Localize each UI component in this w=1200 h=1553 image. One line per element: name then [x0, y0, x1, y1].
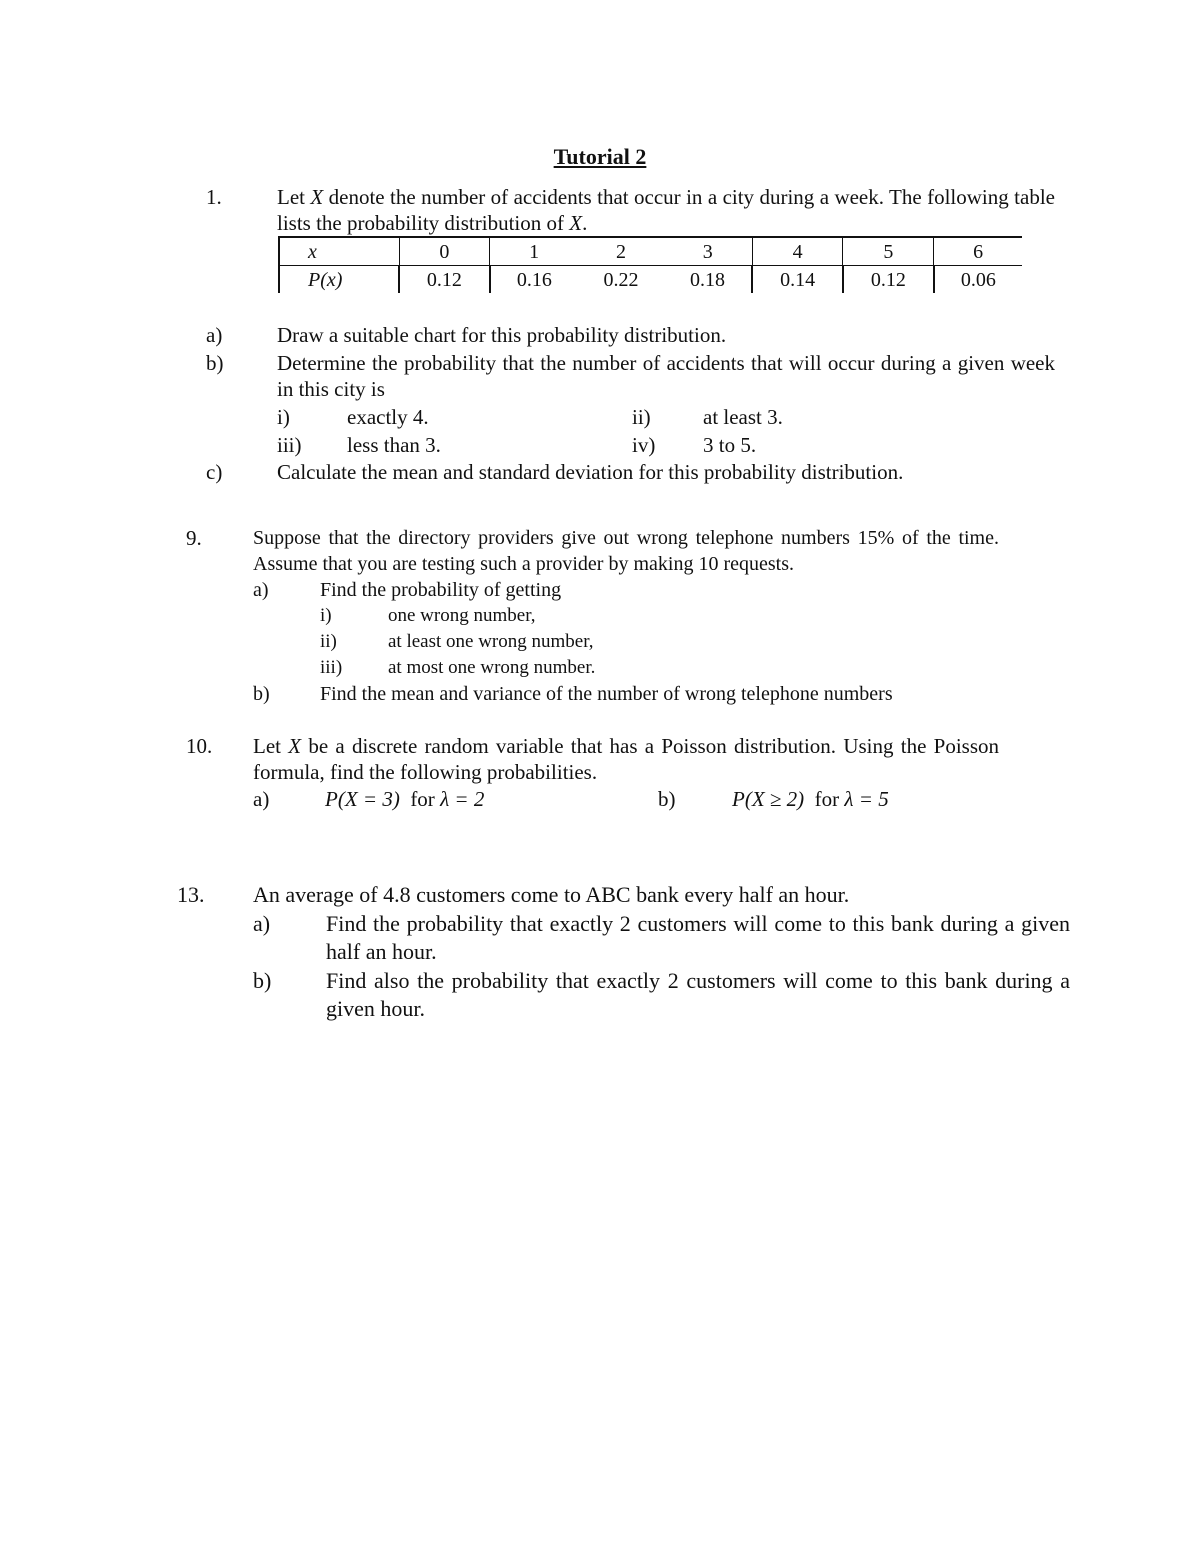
q10-a-lambda: λ = 2 [440, 787, 485, 811]
question-13-text: An average of 4.8 customers come to ABC bank every half an hour. [253, 882, 850, 907]
q9-b-text: Find the mean and variance of the number of wrong telephone numbers [320, 683, 893, 705]
table-cell-x: 3 [664, 237, 752, 266]
q1-b-iv-label: iv) [632, 433, 656, 457]
q13-a-label: a) [253, 911, 271, 936]
question-10-text-part2: be a discrete random variable that has a Poisson distribution. Using the Poisson formula, find the following probabilities. [253, 734, 1000, 784]
page-title: Tutorial 2 [553, 144, 647, 169]
table-header-p: P(x) [279, 266, 399, 294]
table-cell-p: 0.14 [752, 266, 843, 294]
q10-b-expr [732, 786, 889, 812]
q1-c-label: c) [206, 460, 223, 484]
q1-b-i-label: i) [277, 405, 290, 429]
question-1-text-part2: denote the number of accidents that occur in a city during a week. The following table lists the probability distribution of [277, 185, 1055, 235]
table-row-x [279, 237, 1022, 266]
question-10-text-part1: Let [253, 734, 289, 758]
table-cell-p: 0.16 [490, 266, 578, 294]
question-1-text [277, 184, 1055, 236]
question-13-number: 13. [177, 882, 205, 907]
q10-b-label: b) [658, 787, 676, 811]
question-1-var-x: X [310, 185, 324, 209]
q9-a-iii-text: at most one wrong number. [388, 657, 596, 678]
q9-a-ii-text: at least one wrong number, [388, 631, 594, 652]
question-1-text-part3: . [582, 211, 588, 235]
q10-b-expression: P(X ≥ 2) [732, 787, 805, 811]
table-cell-p: 0.12 [843, 266, 934, 294]
q9-a-i-text: one wrong number, [388, 605, 536, 626]
question-10-text [253, 733, 999, 785]
q10-a-label: a) [253, 787, 270, 811]
q10-a-for: for [410, 787, 435, 811]
question-10-number: 10. [186, 734, 213, 758]
q1-b-iii-text: less than 3. [347, 433, 441, 457]
question-9-text: Suppose that the directory providers give out wrong telephone numbers 15% of the time. Assume that you are testing such a provider by making 10 requests. [253, 527, 999, 575]
table-cell-x: 2 [578, 237, 664, 266]
q10-a-expr [325, 786, 484, 812]
q9-a-iii-label: iii) [320, 657, 343, 678]
q9-a-i-label: i) [320, 605, 332, 626]
q1-c-text: Calculate the mean and standard deviation for this probability distribution. [277, 460, 904, 484]
table-cell-p: 0.22 [603, 268, 639, 291]
q1-b-text: Determine the probability that the number of accidents that will occur during a given week in this city is [277, 351, 1055, 401]
q10-b-for: for [814, 787, 840, 811]
q1-b-iii-label: iii) [277, 433, 302, 457]
q9-a-text: Find the probability of getting [320, 579, 562, 601]
table-cell-p: 0.06 [934, 266, 1022, 294]
table-cell-x: 4 [752, 237, 843, 266]
q10-a-expression: P(X = 3) [325, 787, 400, 811]
q13-a-text: Find the probability that exactly 2 customers will come to this bank during a given half an hour. [326, 911, 1070, 964]
question-9-number: 9. [186, 526, 202, 550]
probability-distribution-table [278, 236, 1022, 293]
table-header-x: x [279, 237, 399, 266]
q1-a-label: a) [206, 323, 223, 347]
table-cell-p: 0.12 [399, 266, 490, 294]
question-10-var-x: X [288, 734, 302, 758]
q1-b-ii-text: at least 3. [703, 405, 783, 429]
table-cell-x: 5 [843, 237, 934, 266]
q9-b-label: b) [253, 683, 270, 705]
q1-a-text: Draw a suitable chart for this probability distribution. [277, 323, 727, 347]
q10-b-lambda: λ = 5 [844, 787, 889, 811]
table-row-p [279, 266, 1022, 294]
q9-a-label: a) [253, 579, 269, 601]
q13-b-text: Find also the probability that exactly 2 customers will come to this bank during a given hour. [326, 968, 1070, 1021]
q1-b-ii-label: ii) [632, 405, 651, 429]
q1-b-label: b) [206, 351, 224, 375]
question-1-text-part1: Let [277, 185, 311, 209]
q9-a-ii-label: ii) [320, 631, 337, 652]
q1-b-iv-text: 3 to 5. [703, 433, 757, 457]
table-cell-p: 0.18 [690, 268, 726, 291]
table-cell-x: 1 [490, 237, 578, 266]
table-cell-x: 0 [399, 237, 490, 266]
table-cell-x: 6 [934, 237, 1022, 266]
question-1-var-x-2: X [569, 211, 583, 235]
q13-b-label: b) [253, 968, 272, 993]
question-1-number: 1. [206, 185, 222, 209]
q1-b-i-text: exactly 4. [347, 405, 429, 429]
